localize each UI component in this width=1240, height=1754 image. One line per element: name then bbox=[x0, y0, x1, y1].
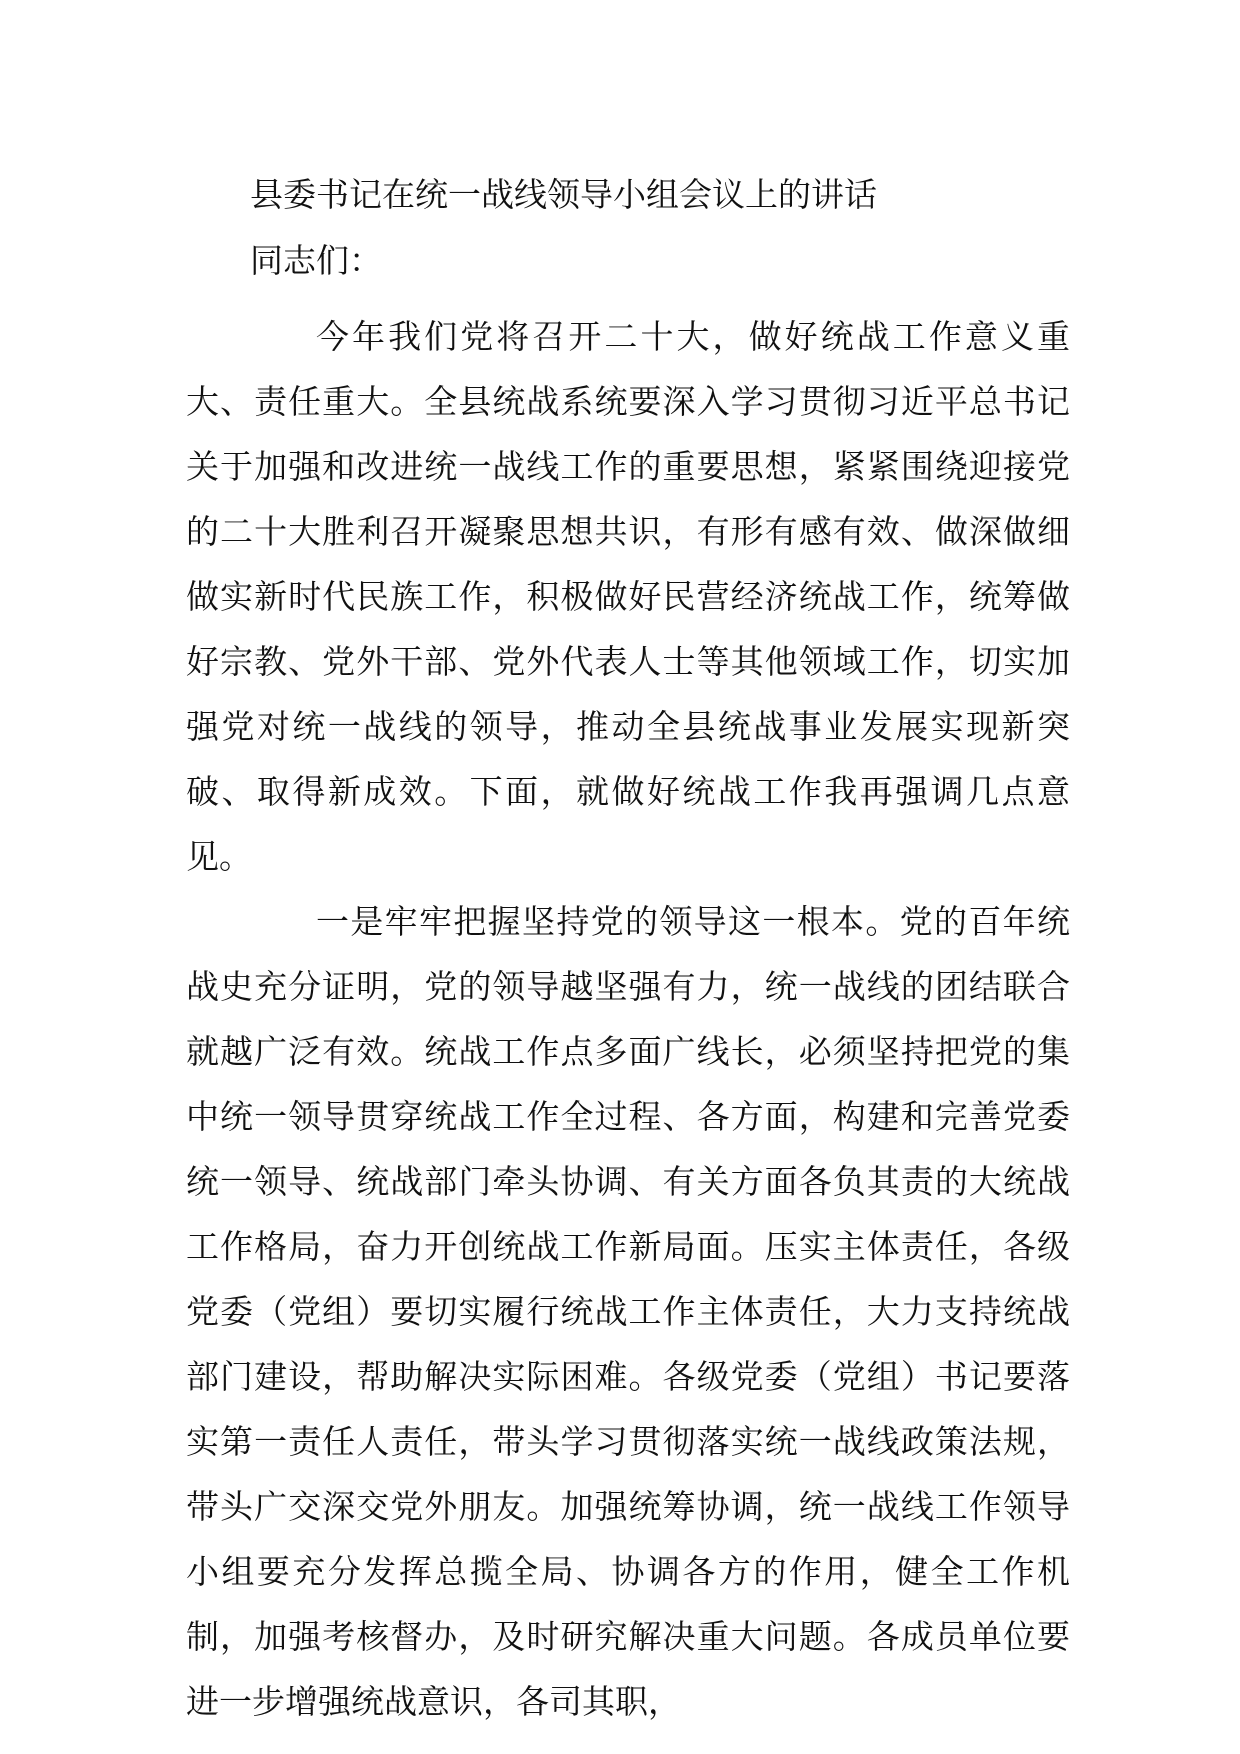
paragraph-intro: 今年我们党将召开二十大，做好统战工作意义重大、责任重大。全县统战系统要深入学习贯彻习近平总书记关于加强和改进统一战线工作的重要思想，紧紧围绕迎接党的二十大胜利召开凝聚思想共识，有形有感有效、做深做细做实新时代民族工作，积极做好民营经济统战工作，统筹做好宗教、党外干部、党外代表人士等其他领域工作，切实加强党对统一战线的领导，推动全县统战事业发展实现新突破、取得新成效。下面，就做好统战工作我再强调几点意见。 bbox=[186, 317, 1070, 876]
document-body bbox=[186, 304, 1070, 1734]
paragraph-point-one: 一是牢牢把握坚持党的领导这一根本。党的百年统战史充分证明，党的领导越坚强有力，统一战线的团结联合就越广泛有效。统战工作点多面广线长，必须坚持把党的集中统一领导贯穿统战工作全过程、各方面，构建和完善党委统一领导、统战部门牵头协调、有关方面各负其责的大统战工作格局，奋力开创统战工作新局面。压实主体责任，各级党委（党组）要切实履行统战工作主体责任，大力支持统战部门建设，帮助解决实际困难。各级党委（党组）书记要落实第一责任人责任，带头学习贯彻落实统一战线政策法规，带头广交深交党外朋友。加强统筹协调，统一战线工作领导小组要充分发挥总揽全局、协调各方的作用，健全工作机制，加强考核督办，及时研究解决重大问题。各成员单位要进一步增强统战意识，各司其职， bbox=[186, 902, 1070, 1721]
salutation: 同志们： bbox=[250, 241, 382, 280]
document-title: 县委书记在统一战线领导小组会议上的讲话 bbox=[250, 175, 877, 214]
